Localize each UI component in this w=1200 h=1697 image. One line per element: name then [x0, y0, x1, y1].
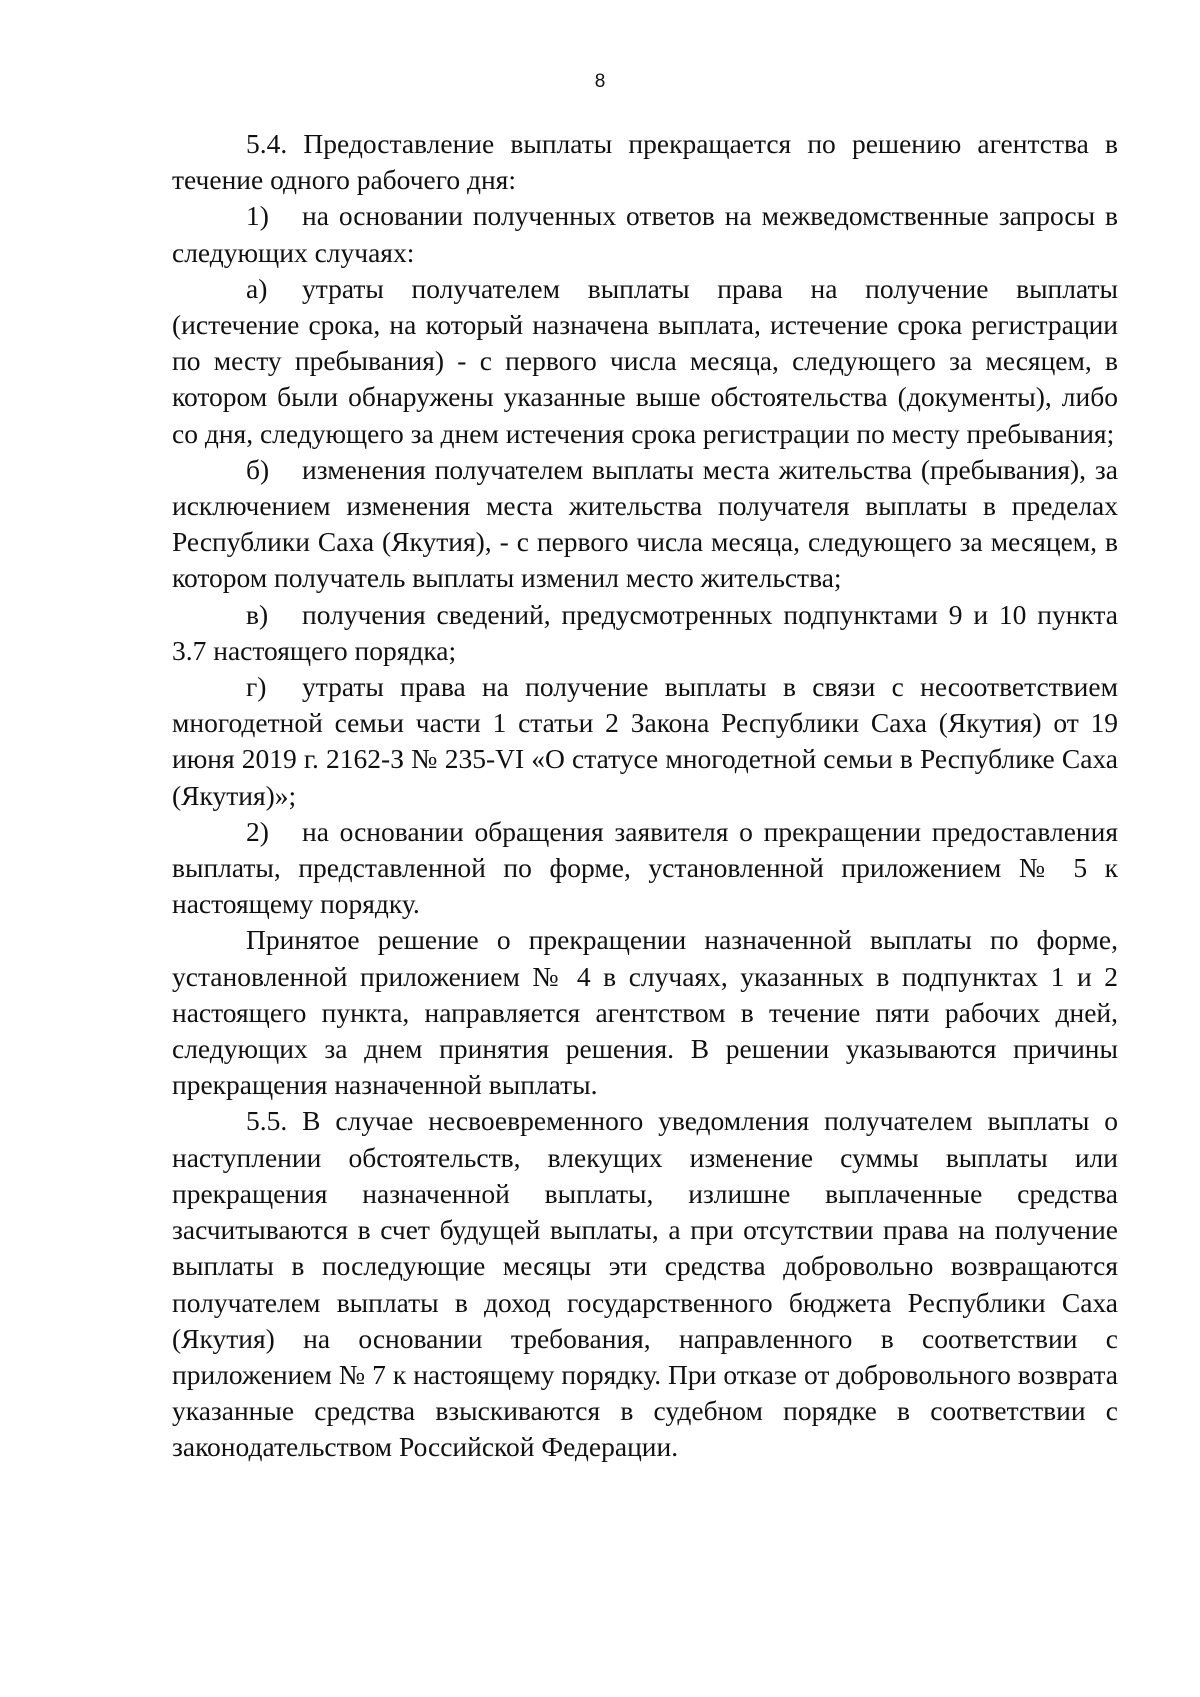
paragraph-text: получения сведений, предусмотренных подпунктами 9 и 10 пункта 3.7 настоящего порядка;: [172, 598, 1118, 666]
paragraph-text: на основании полученных ответов на межведомственные запросы в следующих случаях:: [172, 200, 1118, 268]
list-marker: 2): [246, 815, 269, 847]
list-marker: г): [246, 671, 267, 703]
list-marker: а): [246, 272, 268, 304]
subpoint-g: [172, 669, 1118, 814]
paragraph-5-5: [172, 1103, 1118, 1465]
subpoint-b: [172, 452, 1118, 597]
subpoint-a: [172, 271, 1118, 452]
list-marker: б): [246, 453, 270, 485]
document-body: [172, 126, 1118, 1466]
paragraph-5-4-intro: [172, 126, 1118, 198]
paragraph-decision-notice: [172, 922, 1118, 1103]
list-marker: в): [246, 598, 269, 630]
paragraph-text: на основании обращения заявителя о прекращении предоставления выплаты, представленной по форме, установленной приложением № 5 к настоящему порядку.: [172, 815, 1118, 920]
subpoint-v: [172, 597, 1118, 669]
paragraph-text: Принятое решение о прекращении назначенной выплаты по форме, установленной приложением № 4 в случаях, указанных в подпунктах 1 и 2 настоящего пункта, направляется агентством в течение пяти рабочих дней, следующих за днем принятия решения. В решении указываются причины прекращения назначенной выплаты.: [172, 924, 1118, 1101]
subpoint-2: [172, 814, 1118, 923]
paragraph-text: 5.4. Предоставление выплаты прекращается по решению агентства в течение одного рабочего дня:: [172, 128, 1118, 196]
subpoint-1: [172, 198, 1118, 270]
paragraph-text: утраты права на получение выплаты в связи с несоответствием многодетной семьи части 1 статьи 2 Закона Республики Саха (Якутия) от 19 июня 2019 г. 2162-З № 235-VI «О статусе многодетной семьи в Республике Саха (Якутия)»;: [172, 671, 1118, 811]
paragraph-text: 5.5. В случае несвоевременного уведомления получателем выплаты о наступлении обстоятельств, влекущих изменение суммы выплаты или прекращения назначенной выплаты, излишне выплаченные средства засчитываются в счет будущей выплаты, а при отсутствии права на получение выплаты в последующие месяцы эти средства добровольно возвращаются получателем выплаты в доход государственного бюджета Республики Саха (Якутия) на основании требования, направленного в соответствии с приложением № 7 к настоящему порядку. При отказе от добровольного возврата указанные средства взыскиваются в судебном порядке в соответствии с законодательством Российской Федерации.: [172, 1105, 1118, 1463]
page-number: 8: [594, 71, 606, 92]
paragraph-text: утраты получателем выплаты права на получение выплаты (истечение срока, на который назначена выплата, истечение срока регистрации по месту пребывания) - с первого числа месяца, следующего за месяцем, в котором были обнаружены указанные выше обстоятельства (документы), либо со дня, следующего за днем истечения срока регистрации по месту пребывания;: [172, 272, 1118, 449]
paragraph-text: изменения получателем выплаты места жительства (пребывания), за исключением изменения места жительства получателя выплаты в пределах Республики Саха (Якутия), - с первого числа месяца, следующего за месяцем, в котором получатель выплаты изменил место жительства;: [172, 453, 1118, 594]
list-marker: 1): [246, 200, 269, 232]
